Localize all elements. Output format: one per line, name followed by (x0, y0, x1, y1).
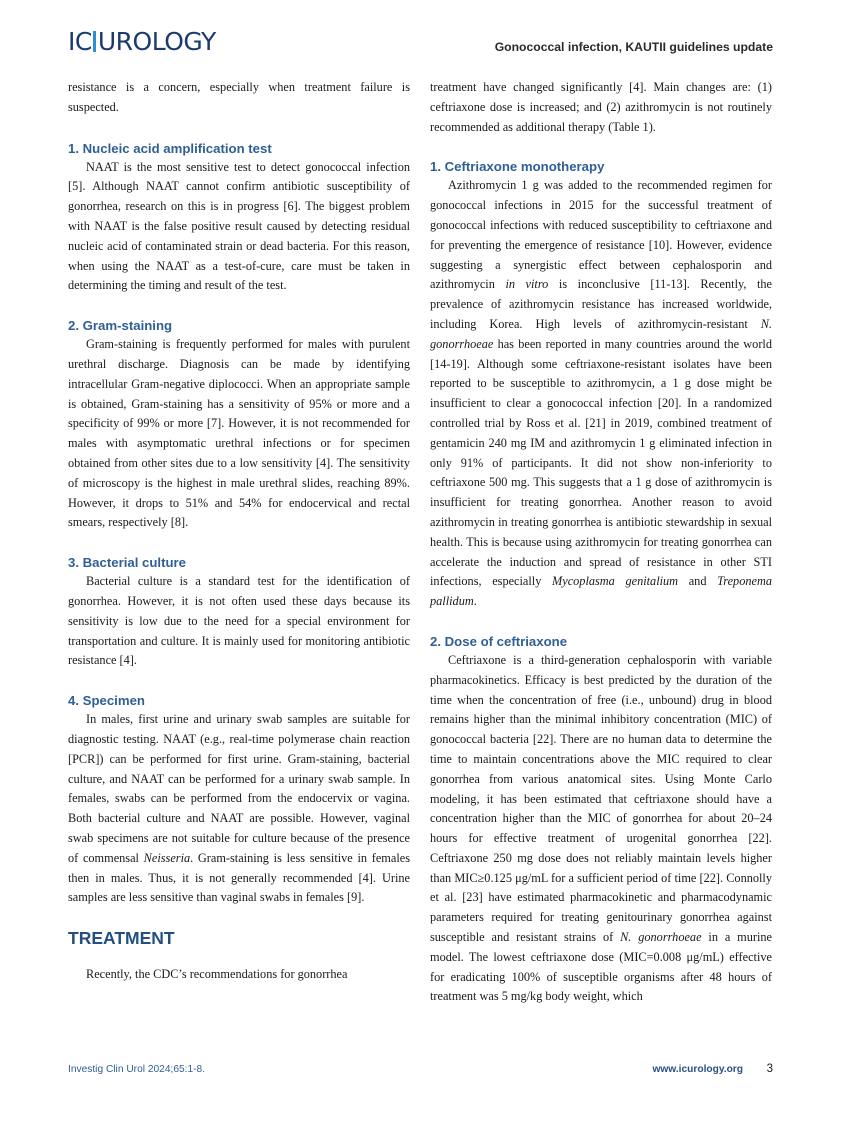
paragraph-gram-staining: Gram-staining is frequently performed for males with purulent urethral discharge. Diagnosis can be made by identifying intracellular Gram-negative diplococci. When an appropriate sample is obtained, Gram-staining has a sensitivity of 95% or more and a specificity of 99% or more [7]. However, it is not recommended for males with asymptomatic urethral infections or for specimen obtained from other sites due to a low sensitivity [4]. The sensitivity of microscopy is the highest in male urethral slides, reaching 89%. However, it drops to 51% and 54% for endocervical and rectal smears, respectively [8]. (68, 337, 410, 530)
paragraph-specimen: In males, first urine and urinary swab samples are suitable for diagnostic testing. NAAT (e.g., real-time polymerase chain reaction [PCR]) can be performed for first urine. Gram-staining, bacterial culture, and NAAT can be performed for a urinary swab sample. In females, swabs can be performed from the endocervix or vagina. Both bacterial culture and NAAT are possible. However, vaginal swab specimens are not suitable for culture because of the presence of commensal Neisseria. Gram-staining is less sensitive in females then in males. Thus, it is not generally recommended [4]. Urine samples are less sensitive than vaginal swabs in females [9]. (68, 712, 410, 905)
left-column (68, 78, 410, 985)
heading-treatment: TREATMENT (68, 928, 175, 949)
paragraph-naat: NAAT is the most sensitive test to detect gonococcal infection [5]. Although NAAT cannot confirm antibiotic susceptibility of gonorrhea, research on this is in progress [6]. The biggest problem with NAAT is the false positive result caused by detecting residual nucleic acid of contaminated strain or dead bacteria. For this reason, when using the NAAT as a test-of-cure, care must be taken in determining the timing and result of the test. (68, 159, 410, 293)
paragraph-treatment-continued: treatment have changed significantly [4]. Main changes are: (1) ceftriaxone dose is increased; and (2) azithromycin is not routinely recommended as additional therapy (Table 1). (430, 80, 772, 134)
heading-ceftriaxone-monotherapy: 1. Ceftriaxone monotherapy (430, 159, 605, 175)
journal-logo (68, 28, 216, 56)
heading-gram-staining: 2. Gram-staining (68, 318, 173, 334)
right-column (430, 78, 772, 1007)
heading-dose-of-ceftriaxone: 2. Dose of ceftriaxone (430, 633, 568, 649)
paragraph-ceftriaxone-monotherapy: Azithromycin 1 g was added to the recommended regimen for gonococcal infections in 2015 for the successful treatment of gonococcal infections with reduced susceptibility to ceftriaxone and for preventing the emergence of resistance [10]. However, evidence suggesting a synergistic effect between cephalosporin and azithromycin in vitro is inconclusive [11-13]. Recently, the prevalence of azithromycin resistance has increased worldwide, including Korea. High levels of azithromycin-resistant N. gonorrhoeae has been reported in many countries around the world [14-19]. Although some ceftriaxone-resistant isolates have been reported to be susceptible to azithromycin, a 1 g dose might be insufficient to clear a gonococcal infection [20]. In a randomized controlled trial by Ross et al. [21] in 2019, combined treatment of gentamicin 240 mg IM and azithromycin 1 g eliminated infection in only 91% of participants. It did not show non-inferiority to ceftriaxone 500 mg. This suggests that a 1 g dose of azithromycin is insufficient for treating gonorrhea. Another reason to avoid azithromycin in treating gonorrhea is antibiotic stewardship in sexual health. This is because using azithromycin for treating gonorrhea can accelerate the induction and spread of resistance in other STI infections, especially Mycoplasma genitalium and Treponema pallidum. (430, 178, 772, 609)
logo-urology: UROLOGY (97, 27, 216, 56)
page-number: 3 (766, 1063, 773, 1075)
paragraph-dose-of-ceftriaxone: Ceftriaxone is a third-generation cephalosporin with variable pharmacokinetics. Efficacy is best predicted by the duration of the time when the concentration of free (i.e., unbound) drug in blood remains higher than the minimal inhibitory concentration (MIC) of gonococcal bacteria [22]. There are no human data to determine the time to maintain concentrations above the MIC required to clear gonorrhea from various anatomical sites. Using Monte Carlo modeling, it has been estimated that ceftriaxone should have a concentration higher than the MIC of gonorrhea for about 20–24 hours for effective treatment of urogenital gonorrhea [22]. Ceftriaxone 250 mg dose does not reliably maintain levels higher than MIC≥0.125 μg/mL for a sufficient period of time [22]. Connolly et al. [23] have estimated pharmacokinetic and pharmacodynamic parameters required for treating genitourinary gonorrhea against susceptible and resistant strains of N. gonorrhoeae in a murine model. The lowest ceftriaxone dose (MIC=0.008 μg/mL) effective for eradicating 100% of susceptible organisms after 48 hours of treatment was 5 mg/kg body weight, which (430, 652, 772, 1004)
footer-citation: Investig Clin Urol 2024;65:1-8. (68, 1064, 206, 1075)
heading-bacterial-culture: 3. Bacterial culture (68, 555, 187, 571)
heading-naat: 1. Nucleic acid amplification test (68, 140, 272, 156)
heading-specimen: 4. Specimen (68, 693, 145, 709)
logo-bar (93, 31, 96, 52)
continued-paragraph: resistance is a concern, especially when treatment failure is suspected. (68, 80, 410, 114)
footer-website-link[interactable]: www.icurology.org (652, 1064, 743, 1075)
page-header (68, 28, 773, 60)
paragraph-treatment: Recently, the CDC’s recommendations for gonorrhea (86, 967, 348, 982)
running-title: Gonococcal infection, KAUTII guidelines update (494, 40, 773, 54)
page-footer (68, 1064, 773, 1080)
logo-ic: IC (68, 27, 92, 56)
paragraph-bacterial-culture: Bacterial culture is a standard test for the identification of gonorrhea. However, it is not often used these days because its sensitivity is low due to the need for a special environment for transportation and culture. It is mainly used for monitoring antibiotic resistance [4]. (68, 574, 410, 668)
